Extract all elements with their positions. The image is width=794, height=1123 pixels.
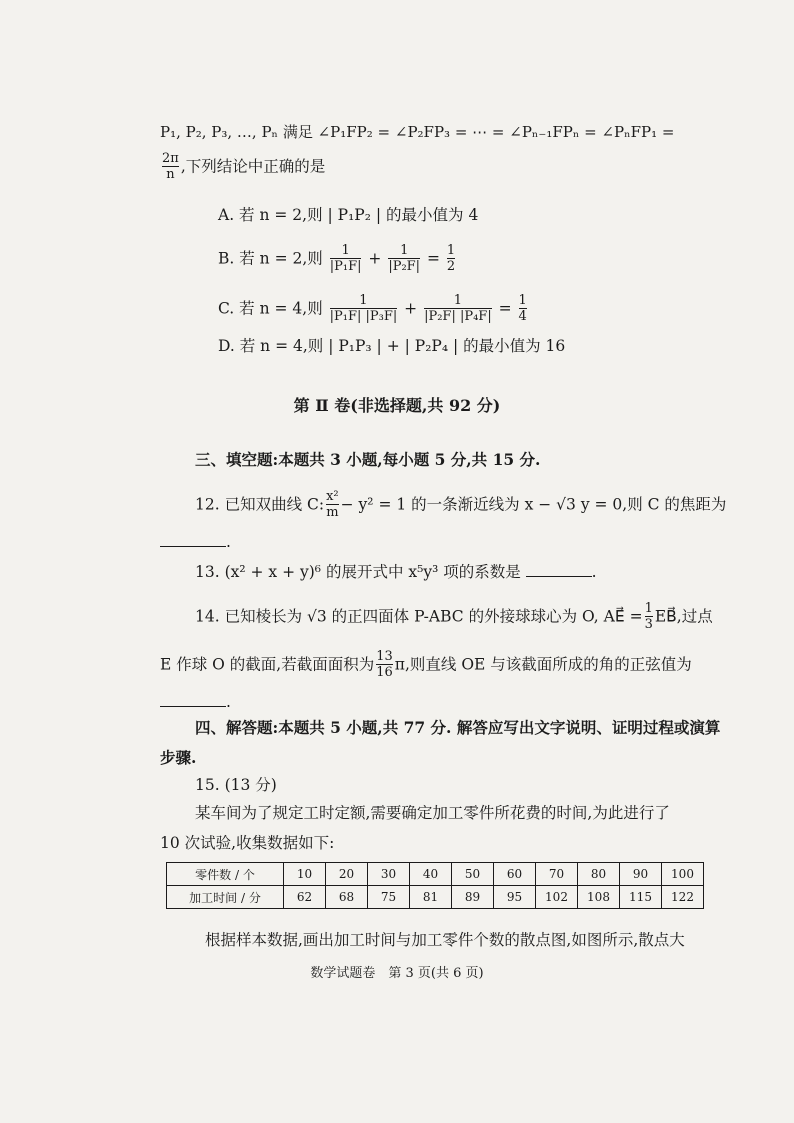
table-cell: 68 bbox=[326, 886, 368, 909]
table-row-header: 加工时间 / 分 bbox=[167, 886, 284, 909]
part-4-heading-line2: 步骤. bbox=[160, 748, 197, 767]
table-cell: 81 bbox=[410, 886, 452, 909]
table-cell: 95 bbox=[494, 886, 536, 909]
table-cell: 62 bbox=[284, 886, 326, 909]
q14-line1: 14. 已知棱长为 √3 的正四面体 P-ABC 的外接球球心为 O, AE⃗ = $\frac{1}{3}$ EB⃗,过点 bbox=[195, 601, 713, 633]
table-row-header: 零件数 / 个 bbox=[167, 863, 284, 886]
part-3-heading: 三、填空题:本题共 3 小题,每小题 5 分,共 15 分. bbox=[195, 450, 541, 469]
q14-answer-line: . bbox=[160, 690, 231, 712]
table-row bbox=[167, 863, 704, 886]
q11-fraction: $\frac{2\pi}{n}$ bbox=[162, 151, 179, 183]
table-cell: 115 bbox=[620, 886, 662, 909]
page-footer: 数学试题卷 第 3 页(共 6 页) bbox=[310, 966, 484, 981]
q11-option-c: C. 若 n = 4,则 $\frac{1}{\text{|P₁F| |P₃F|}}$ + $\frac{1}{\text{|P₂F| |P₄F|}}$ = $\frac{1}{4}$ bbox=[218, 293, 527, 325]
table-cell: 80 bbox=[578, 863, 620, 886]
table-row bbox=[167, 886, 704, 909]
q15-text-after-table: 根据样本数据,画出加工时间与加工零件个数的散点图,如图所示,散点大 bbox=[205, 931, 685, 949]
data-table bbox=[166, 862, 704, 909]
table-cell: 40 bbox=[410, 863, 452, 886]
q13-answer-blank[interactable] bbox=[526, 560, 592, 577]
q12-answer-blank[interactable] bbox=[160, 530, 226, 547]
q15-label: 15. (13 分) bbox=[195, 776, 277, 794]
q12-line1: 12. 已知双曲线 C: $\frac{\text{x²}}{m}$ − y² = 1 的一条渐近线为 x − √3 y = 0,则 C 的焦距为 bbox=[195, 489, 727, 521]
table-cell: 50 bbox=[452, 863, 494, 886]
q13-line: 13. (x² + x + y)⁶ 的展开式中 x⁵y³ 项的系数是 . bbox=[195, 560, 597, 582]
q11-intro-line2: $\frac{2\pi}{n}$ ,下列结论中正确的是 bbox=[162, 151, 326, 183]
q15-text-line2: 10 次试验,收集数据如下: bbox=[160, 834, 335, 852]
table-cell: 20 bbox=[326, 863, 368, 886]
q15-text-line1: 某车间为了规定工时定额,需要确定加工零件所花费的时间,为此进行了 bbox=[195, 804, 670, 822]
q11-option-b: B. 若 n = 2,则 $\frac{1}{\text{|P₁F|}}$ + $\frac{1}{\text{|P₂F|}}$ = $\frac{1}{2}$ bbox=[218, 243, 456, 275]
q11-option-a: A. 若 n = 2,则 | P₁P₂ | 的最小值为 4 bbox=[218, 206, 479, 224]
table-cell: 108 bbox=[578, 886, 620, 909]
q14-line2: E 作球 O 的截面,若截面面积为 $\frac{13}{16}$ π,则直线 OE 与该截面所成的角的正弦值为 bbox=[160, 649, 692, 681]
q12-answer-line: . bbox=[160, 530, 231, 552]
table-cell: 122 bbox=[662, 886, 704, 909]
table-cell: 89 bbox=[452, 886, 494, 909]
section-2-title: 第 Ⅱ 卷(非选择题,共 92 分) bbox=[293, 396, 501, 415]
table-cell: 60 bbox=[494, 863, 536, 886]
q12-fraction: $\frac{\text{x²}}{m}$ bbox=[326, 489, 339, 521]
q11-option-d: D. 若 n = 4,则 | P₁P₃ | + | P₂P₄ | 的最小值为 16 bbox=[218, 337, 566, 355]
table-cell: 102 bbox=[536, 886, 578, 909]
q11-intro-line1: P₁, P₂, P₃, …, Pₙ 满足 ∠P₁FP₂ = ∠P₂FP₃ = ⋯ = ∠Pₙ₋₁FPₙ = ∠PₙFP₁ = bbox=[160, 123, 675, 141]
table-cell: 90 bbox=[620, 863, 662, 886]
q14-answer-blank[interactable] bbox=[160, 690, 226, 707]
table-cell: 70 bbox=[536, 863, 578, 886]
table-cell: 30 bbox=[368, 863, 410, 886]
table-cell: 10 bbox=[284, 863, 326, 886]
table-cell: 75 bbox=[368, 886, 410, 909]
table-cell: 100 bbox=[662, 863, 704, 886]
part-4-heading-line1: 四、解答题:本题共 5 小题,共 77 分. 解答应写出文字说明、证明过程或演算 bbox=[195, 718, 721, 737]
